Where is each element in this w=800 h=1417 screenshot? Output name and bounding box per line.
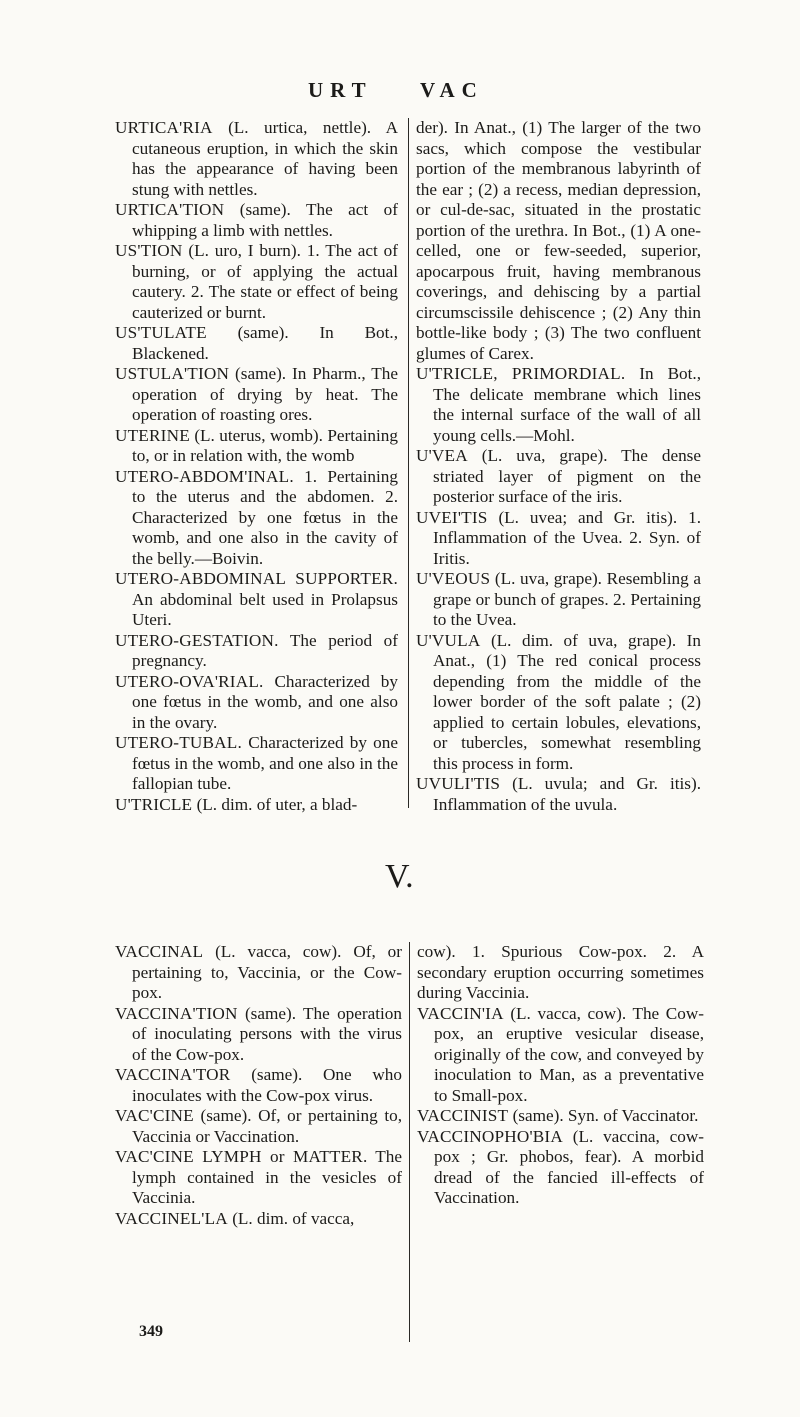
entry-definition: (same). Of, or pertaining to, Vaccinia or Vaccination. (132, 1106, 402, 1146)
entry-definition: (same). In Pharm., The operation of drying by heat. The operation of roasting ores. (132, 364, 398, 424)
dictionary-entry (115, 1065, 402, 1106)
dictionary-entry (115, 426, 398, 467)
entry-definition: The lymph contained in the vesicles of Vaccinia. (132, 1147, 402, 1207)
dictionary-entry (416, 446, 701, 508)
column-lower-left (115, 942, 402, 1229)
entry-definition: (L. vacca, cow). Of, or pertaining to, Vaccinia, or the Cow-pox. (132, 942, 402, 1002)
entry-definition: The period of pregnancy. (132, 630, 398, 670)
entry-headword: US'TULATE (115, 323, 207, 342)
entry-definition: (L. uvula; and Gr. itis). Inflammation of the uvula. (433, 774, 701, 814)
entry-headword: URTICA'RIA (115, 118, 213, 137)
entry-headword: UTERO-GESTATION. (115, 630, 279, 650)
dictionary-entry (416, 631, 701, 775)
column-divider (409, 942, 410, 1342)
dictionary-entry (417, 1004, 704, 1107)
dictionary-entry (417, 1127, 704, 1209)
page-number: 349 (139, 1323, 163, 1340)
running-head-right: VAC (420, 78, 484, 102)
entry-definition: (L. dim. of vacca, (227, 1208, 355, 1228)
entry-definition: (same). In Bot., Blackened. (132, 323, 398, 363)
dictionary-entry (115, 1209, 402, 1230)
entry-definition: (same). One who inoculates with the Cow-pox virus. (132, 1065, 402, 1105)
dictionary-entry (115, 323, 398, 364)
entry-headword: VACCINIST (417, 1106, 509, 1125)
dictionary-entry (417, 1106, 704, 1127)
entry-headword: UTERO-OVA'RIAL. (115, 671, 264, 691)
entry-headword: URTICA'TION (115, 200, 225, 219)
entry-definition: (L. urtica, nettle). A cutaneous eruption, in which the skin has the appearance of having been stung with nettles. (132, 118, 398, 199)
entry-headword: VACCINEL'LA (115, 1208, 228, 1228)
entry-headword: VAC'CINE LYMPH or MATTER. (115, 1147, 368, 1166)
entry-headword: VACCINA'TION (115, 1003, 238, 1023)
column-lower-right (417, 942, 704, 1209)
column-upper-left (115, 118, 398, 815)
dictionary-entry (115, 364, 398, 426)
entry-definition: (L. vacca, cow). The Cow-pox, an eruptive vesicular disease, originally of the cow, and conveyed by inoculation to Man, as a preventative to Small-pox. (434, 1003, 704, 1105)
entry-headword: U'TRICLE (115, 794, 193, 814)
dictionary-entry (115, 795, 398, 816)
entry-definition: (L. uvea; and Gr. itis). 1. Inflammation of the Uvea. 2. Syn. of Iritis. (433, 507, 701, 568)
entry-headword: UTERINE (115, 425, 190, 445)
running-head-left: URT (308, 78, 373, 102)
entry-definition: (same). The operation of inoculating persons with the virus of the Cow-pox. (132, 1003, 402, 1064)
entry-definition: Characterized by one fœtus in the womb, and one also in the fallopian tube. (132, 733, 398, 793)
dictionary-entry (115, 569, 398, 631)
dictionary-entry (115, 467, 398, 570)
dictionary-entry (115, 1147, 402, 1209)
entry-headword: VACCIN'IA (417, 1003, 504, 1023)
dictionary-entry-continued (416, 118, 701, 364)
entry-definition: (L. uva, grape). Resembling a grape or bunch of grapes. 2. Pertaining to the Uvea. (433, 569, 701, 629)
entry-headword: VACCINA'TOR (115, 1065, 231, 1084)
dictionary-entry (416, 774, 701, 815)
dictionary-entry (115, 1004, 402, 1066)
entry-definition: An abdominal belt used in Prolapsus Uteri. (132, 589, 398, 629)
dictionary-entry (416, 569, 701, 631)
dictionary-entry (115, 1106, 402, 1147)
entry-definition: (L. vaccina, cow-pox ; Gr. phobos, fear). A morbid dread of the fancied ill-effects of Vaccination. (434, 1126, 704, 1207)
entry-definition: (L. uva, grape). The dense striated layer of pigment on the posterior surface of the iris. (433, 446, 701, 506)
column-upper-right (416, 118, 701, 815)
section-letter-heading: V. (385, 858, 414, 895)
dictionary-entry (115, 672, 398, 734)
entry-definition: (L. dim. of uva, grape). In Anat., (1) The red conical process depending from the middle of the lower border of the soft palate ; (2) applied to certain lobules, elevations, or tubercles, somewhat resembling this process in form. (433, 630, 701, 773)
dictionary-entry (115, 631, 398, 672)
entry-definition: (same). Syn. of Vaccinator. (508, 1106, 699, 1125)
entry-headword: U'VULA (416, 630, 481, 650)
entry-headword: UVULI'TIS (416, 774, 501, 793)
entry-definition: der). In Anat., (1) The larger of the two sacs, which compose the vestibular portion of the membranous labyrinth of the ear ; (2) a recess, median depression, or cul-de-sac, situated in the prostatic portion of the urethra. In Bot., (1) A one-celled, one or few-seeded, superior, apocarpous fruit, having membranous coverings, and dehiscing by a partial circumscissile dehiscence ; (2) Any thin bottle-like body ; (3) The two confluent glumes of Carex. (416, 118, 701, 363)
dictionary-entry (115, 200, 398, 241)
dictionary-entry (115, 241, 398, 323)
entry-headword: USTULA'TION (115, 364, 230, 383)
entry-headword: UTERO-ABDOMINAL SUPPORTER. (115, 569, 398, 588)
entry-headword: VACCINOPHO'BIA (417, 1126, 563, 1146)
entry-definition: (same). The act of whipping a limb with nettles. (132, 200, 398, 240)
entry-definition: (L. uro, I burn). 1. The act of burning, or of applying the actual cautery. 2. The state or effect of being cauterized or burnt. (132, 241, 398, 322)
entry-definition: (L. uterus, womb). Pertaining to, or in relation with, the womb (132, 425, 398, 465)
dictionary-entry-continued (417, 942, 704, 1004)
dictionary-entry (115, 118, 398, 200)
entry-headword: U'TRICLE, PRIMORDIAL. (416, 364, 626, 383)
entry-headword: UTERO-TUBAL. (115, 733, 242, 752)
entry-definition: cow). 1. Spurious Cow-pox. 2. A secondary eruption occurring sometimes during Vaccinia. (417, 942, 704, 1002)
entry-headword: UTERO-ABDOM'INAL. (115, 466, 294, 486)
entry-definition: 1. Pertaining to the uterus and the abdomen. 2. Characterized by one fœtus in the womb, and one also in the cavity of the belly.—Boivin. (132, 466, 398, 568)
dictionary-entry (115, 942, 402, 1004)
entry-headword: VAC'CINE (115, 1106, 194, 1125)
entry-headword: US'TION (115, 241, 183, 260)
entry-headword: U'VEOUS (416, 569, 491, 588)
dictionary-entry (416, 508, 701, 570)
running-head (0, 78, 800, 108)
entry-headword: UVEI'TIS (416, 507, 488, 527)
dictionary-entry (416, 364, 701, 446)
dictionary-entry (115, 733, 398, 795)
column-divider (408, 118, 409, 808)
entry-headword: U'VEA (416, 446, 468, 465)
entry-headword: VACCINAL (115, 942, 204, 961)
entry-definition: Characterized by one fœtus in the womb, and one also in the ovary. (132, 671, 398, 732)
entry-definition: (L. dim. of uter, a blad- (192, 794, 358, 814)
entry-definition: In Bot., The delicate membrane which lines the internal surface of the wall of all young cells.—Mohl. (433, 364, 701, 445)
